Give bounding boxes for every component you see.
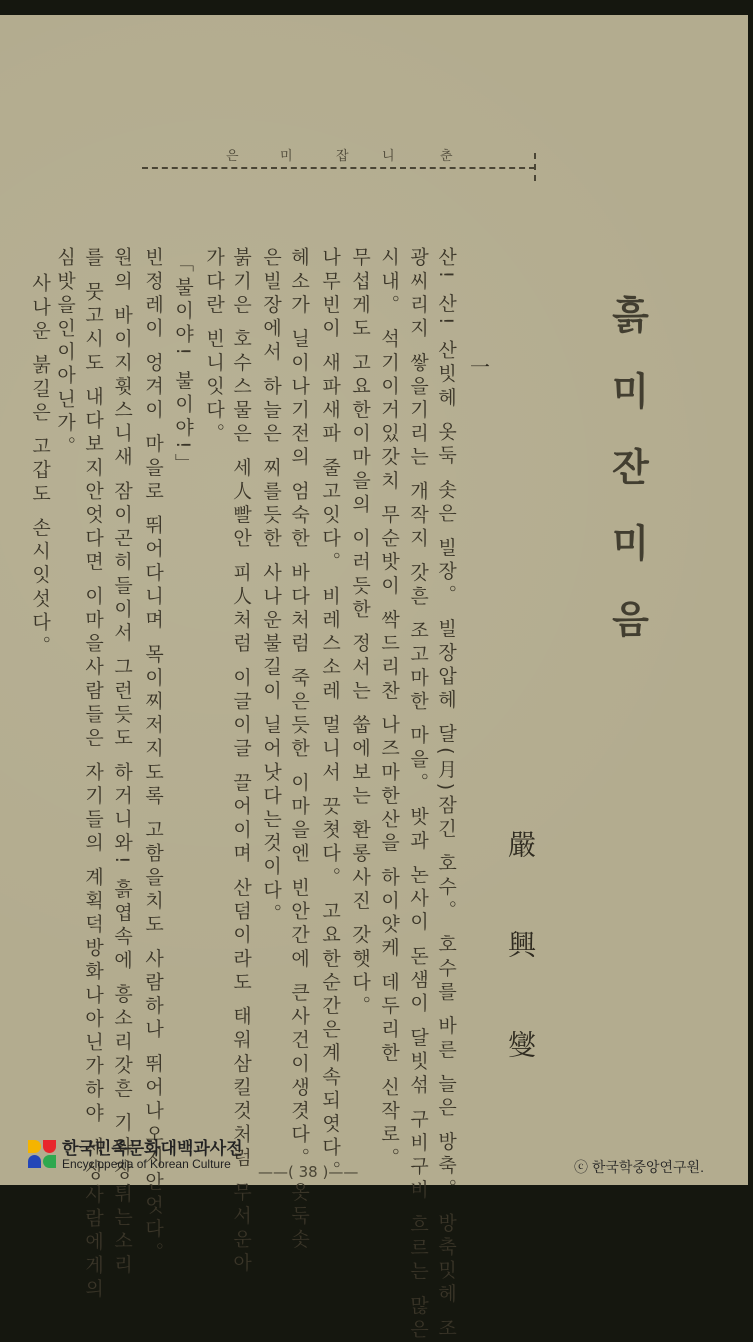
text-column: 은빌장에서 하늘은 찌를듯한 사나운불길이 닐어낫다는것이다。 bbox=[260, 247, 282, 927]
copyright-notice: ⓒ 한국학중앙연구원. bbox=[574, 1159, 704, 1175]
logo-mark-icon bbox=[28, 1140, 58, 1170]
page-number: ——( 38 )—— bbox=[258, 1163, 359, 1181]
text-column: 나무빈이 새파새파 줄고잇다。 비레스소레 멀니서 끗쳣다。 고요한순간은계속되엿다。 bbox=[319, 247, 341, 1185]
author-name: 嚴興燮 bbox=[504, 830, 537, 1130]
text-column: 무섭게도 고요한이마을의 이러듯한 정서는 쑵에보는 환롱사진 갓햇다。 bbox=[349, 247, 371, 1019]
text-column: 시내。 석기이거있갓치 무순밧이 싹드리찬 나즈마한산을 하이얏케 데두리한 신작로。 bbox=[378, 247, 400, 1172]
header-rule-end bbox=[534, 153, 536, 181]
text-column: 산! 산! 산빗헤 옷둑 솟은 빌장。 빌장압헤 달(月)잠긴 호수。 호수를 바른 늘은 방축。 방축밋헤 조 bbox=[435, 247, 457, 1342]
running-header-char: 춘 bbox=[440, 149, 453, 164]
text-column: 광씨리지 쌓을기리는 개작지 갓흔 조고마한 마을。 밧과 논사이 돈샘이 달빗섞 구비구비 흐르는 많은 bbox=[407, 247, 429, 1342]
logo-korean-name: 한국민족문화대백과사전 bbox=[62, 1139, 243, 1158]
text-column: 가다란 빈니잇다。 bbox=[203, 247, 225, 447]
text-column: 원의 바이지휫스니새 잠이곤히들이서 그런듯도 하거니와! 흙엽속에 흥소리갓흔 기와장튀는소리 bbox=[111, 247, 133, 1278]
logo-english-name: Encyclopedia of Korean Culture bbox=[62, 1156, 231, 1171]
scanned-page bbox=[0, 15, 748, 1342]
running-header-char: 은 bbox=[226, 149, 239, 164]
article-title: 흙미잔미음 bbox=[605, 295, 650, 675]
encyclopedia-logo bbox=[28, 1140, 243, 1170]
text-column: 헤소가 닐이나기전의 엄숙한 바다처럼 죽은듯한 이마을엔 빈안간에 큰사건이생겻다。 옷둑솟 bbox=[288, 247, 310, 1253]
text-column: 붉기은 호수스물은 세人빨안 피人처럼 이글이글 끌어이며 산덤이라도 태워삼킬것처럼 무서운아 bbox=[230, 247, 252, 1277]
running-header-char: 니 bbox=[382, 149, 395, 164]
text-column: 「불이야! 불이야!」 bbox=[172, 253, 194, 477]
header-rule bbox=[142, 167, 535, 169]
section-marker: 一 bbox=[470, 355, 490, 379]
text-column: 를 뭇고시도 내다보지안엇다면 이마을사람들은 자기들의 계획덕방화나아닌가하야 세상사람에게의 bbox=[82, 247, 104, 1303]
text-column: 빈정레이 엉겨이 마을로 뛰어다니며 목이찌저지도록 고함을치도 사람하나 뛰어나오지안엇다。 bbox=[142, 247, 164, 1266]
text-column: 사나운 붉길은 고갑도 손시잇섯다。 bbox=[29, 273, 51, 659]
running-header-char: 미 bbox=[280, 149, 293, 164]
text-column: 심밧을인이아닌가。 bbox=[54, 247, 76, 460]
running-header-char: 잡 bbox=[336, 149, 349, 164]
